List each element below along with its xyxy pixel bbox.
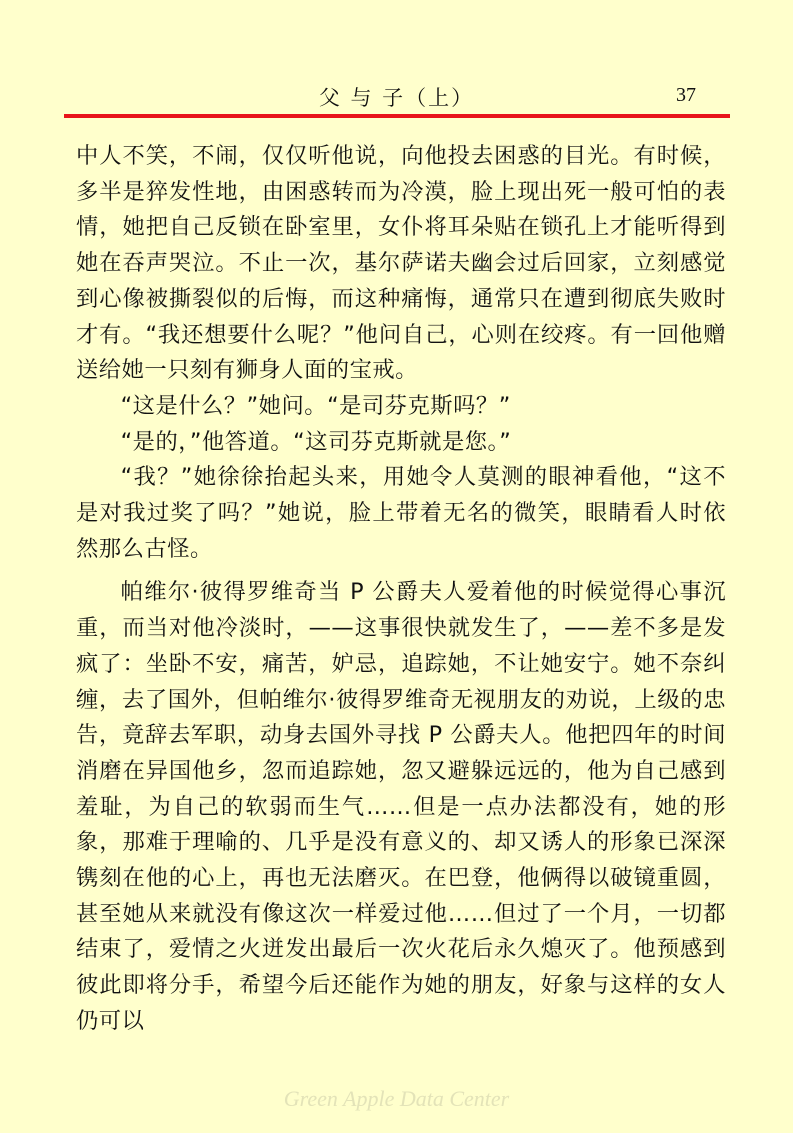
paragraph-2: “这是什么？”她问。“是司芬克斯吗？”	[120, 392, 511, 419]
running-header-title: 父 与 子（上）	[318, 86, 475, 110]
paragraph-1: 中人不笑，不闹，仅仅听他说，向他投去困惑的目光。有时候，多半是猝发性地，由困惑转而为冷漠，脸上现出死一般可怕的表情，她把自己反锁在卧室里，女仆将耳朵贴在锁孔上才能听得到她在吞声哭泣。不止一次，基尔萨诺夫幽会过后回家，立刻感觉到心像被撕裂似的后悔，而这种痛悔，通常只在遭到彻底失败时才有。“我还想要什么呢？”他问自己，心则在绞疼。有一回他赠送给她一只刻有狮身人面的宝戒。	[76, 143, 726, 384]
paragraph-4: “我？”她徐徐抬起头来，用她令人莫测的眼神看他，“这不是对我过奖了吗？”她说，脸上带着无名的微笑，眼睛看人时依然那么古怪。	[76, 464, 726, 562]
body-text	[76, 139, 726, 1040]
paragraph-5: 帕维尔·彼得罗维奇当 P 公爵夫人爱着他的时候觉得心事沉重，而当对他冷淡时，——这事很快就发生了，——差不多是发疯了：坐卧不安，痛苦，妒忌，追踪她，不让她安宁。她不奈纠缠，去了国外，但帕维尔·彼得罗维奇无视朋友的劝说，上级的忠告，竟辞去军职，动身去国外寻找 P 公爵夫人。他把四年的时间消磨在异国他乡，忽而追踪她，忽又避躲远远的，他为自己感到羞耻，为自己的软弱而生气……但是一点办法都没有，她的形象，那难于理喻的、几乎是没有意义的、却又诱人的形象已深深镌刻在他的心上，再也无法磨灭。在巴登，他俩得以破镜重圆，甚至她从来就没有像这次一样爱过他……但过了一个月，一切都结束了，爱情之火迸发出最后一次火花后永久熄灭了。他预感到彼此即将分手，希望今后还能作为她的朋友，好象与这样的女人仍可以	[76, 579, 726, 1034]
watermark: Green Apple Data Center	[283, 1086, 510, 1111]
paragraph-3: “是的，”他答道。“这司芬克斯就是您。”	[120, 428, 512, 455]
header-divider	[64, 114, 730, 118]
page-number: 37	[676, 84, 696, 106]
